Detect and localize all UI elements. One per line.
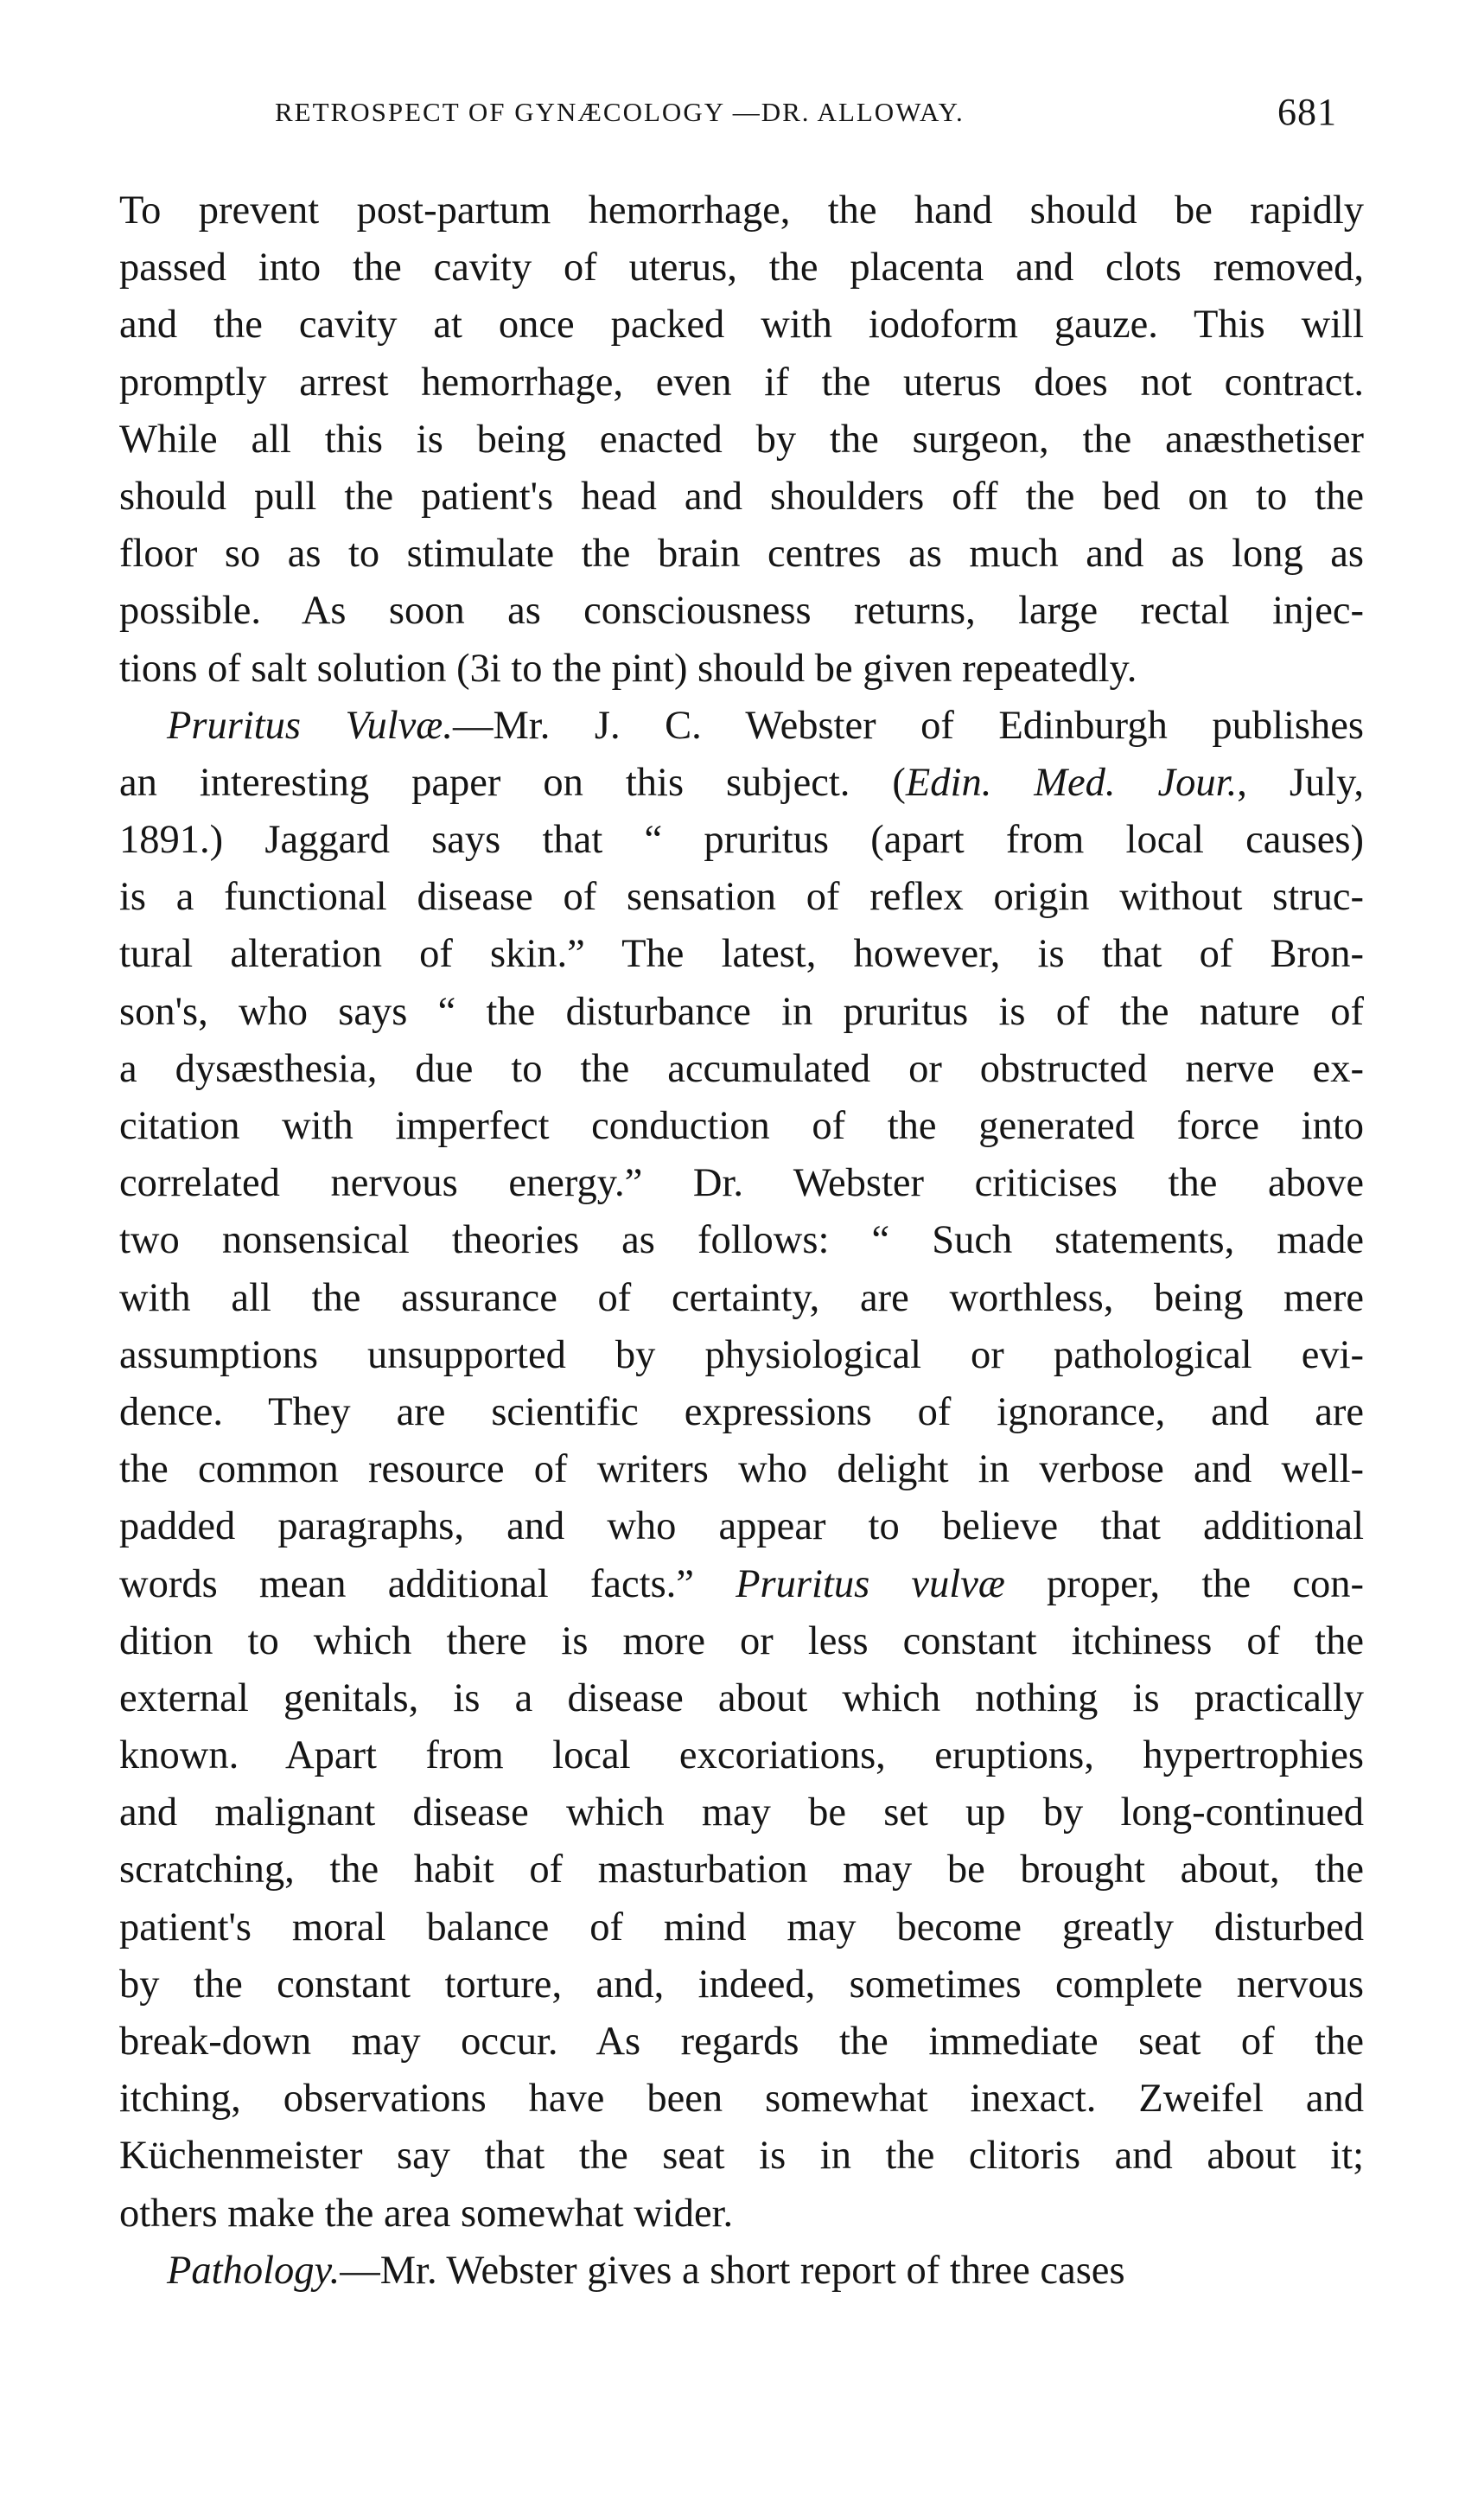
text-segment: and malignant disease which may be set up by long-continued [119,1790,1364,1835]
italic-text: Pathology. [167,2248,341,2293]
text-segment: passed into the cavity of uterus, the placenta and clots removed, [119,246,1364,290]
text-line [119,2013,1364,2071]
text-line [119,1613,1364,1670]
text-segment: known. Apart from local excoriations, eruptions, hypertrophies [119,1733,1364,1778]
text-line [119,2071,1364,2128]
text-line [119,984,1364,1041]
text-line [119,1670,1364,1727]
text-line [119,412,1364,469]
text-segment: tions of salt solution (3i to the pint) should be given repeatedly. [119,646,1137,691]
text-segment: correlated nervous energy.” Dr. Webster criticises the above [119,1161,1364,1206]
text-segment: —Mr. Webster gives a short report of three cases [340,2248,1125,2293]
text-line [119,182,1364,239]
text-segment: itching, observations have been somewhat inexact. Zweifel and [119,2077,1364,2122]
text-segment: scratching, the habit of masturbation may be brought about, the [119,1847,1364,1892]
italic-text: Pruritus Vulvæ. [167,703,453,748]
text-line [119,1384,1364,1441]
text-line [119,1498,1364,1555]
text-line [119,1556,1364,1613]
text-line [119,1041,1364,1098]
page-number: 681 [1277,91,1337,133]
text-segment: is a functional disease of sensation of reflex origin without struc- [119,875,1364,920]
text-line [119,1956,1364,2013]
text-line [119,1098,1364,1155]
text-segment: 1891.) Jaggard says that “ pruritus (apart from local causes) [119,818,1364,863]
text-line [119,1441,1364,1498]
text-segment: tural alteration of skin.” The latest, however, is that of Bron- [119,932,1364,977]
text-line [119,1212,1364,1269]
text-segment: citation with imperfect conduction of the generated force into [119,1104,1364,1148]
text-line [119,926,1364,983]
text-line [119,641,1364,698]
text-segment: two nonsensical theories as follows: “ Such statements, made [119,1218,1364,1263]
text-segment: break-down may occur. As regards the immediate seat of the [119,2020,1364,2064]
text-segment: son's, who says “ the disturbance in pruritus is of the nature of [119,989,1364,1034]
text-segment: proper, the con- [1004,1561,1365,1606]
text-line [119,1727,1364,1784]
text-line [119,2128,1364,2185]
text-line [119,526,1364,583]
text-segment: While all this is being enacted by the surgeon, the anæsthetiser [119,417,1364,462]
text-segment: floor so as to stimulate the brain centres as much and as long as [119,532,1364,577]
running-head: RETROSPECT OF GYNÆCOLOGY —DR. ALLOWAY. [275,97,965,127]
text-segment: with all the assurance of certainty, are worthless, being mere [119,1275,1364,1320]
italic-text: Edin. Med. Jour. [905,760,1238,805]
text-segment: promptly arrest hemorrhage, even if the uterus does not contract. [119,360,1364,405]
text-segment: To prevent post-partum hemorrhage, the hand should be rapidly [119,188,1364,233]
text-segment: words mean additional facts.” [119,1561,736,1606]
text-line [119,1784,1364,1841]
text-line [119,812,1364,869]
text-segment: patient's moral balance of mind may become greatly disturbed [119,1905,1364,1950]
text-segment: and the cavity at once packed with iodoform gauze. This will [119,303,1364,348]
text-line [119,755,1364,812]
text-segment: others make the area somewhat wider. [119,2191,734,2236]
body-text [119,182,1364,2300]
text-segment: a dysæsthesia, due to the accumulated or obstructed nerve ex- [119,1046,1364,1091]
text-segment: Küchenmeister say that the seat is in the clitoris and about it; [119,2134,1364,2179]
text-line [119,1841,1364,1899]
text-segment: padded paragraphs, and who appear to believe that additional [119,1504,1364,1549]
text-segment: possible. As soon as consciousness returns, large rectal injec- [119,589,1364,634]
text-segment: external genitals, is a disease about which nothing is practically [119,1675,1364,1720]
text-segment: the common resource of writers who delight in verbose and well- [119,1447,1364,1492]
text-segment: dence. They are scientific expressions of ignorance, and are [119,1389,1364,1434]
text-segment: , July, [1237,760,1364,805]
text-line [119,1155,1364,1212]
text-segment: by the constant torture, and, indeed, sometimes complete nervous [119,1962,1364,2007]
text-line [119,698,1364,755]
text-line [119,354,1364,412]
text-line [119,869,1364,926]
text-segment: —Mr. J. C. Webster of Edinburgh publishes [452,703,1364,748]
text-line [119,1270,1364,1327]
text-line [119,469,1364,526]
text-line [119,239,1364,297]
text-line [119,1327,1364,1384]
text-line [119,2243,1364,2300]
text-segment: an interesting paper on this subject. ( [119,760,906,805]
text-line [119,583,1364,640]
text-line [119,297,1364,354]
text-line [119,1899,1364,1956]
text-segment: should pull the patient's head and shoulders off the bed on to the [119,474,1364,519]
text-line [119,2186,1364,2243]
italic-text: Pruritus vulvæ [736,1561,1005,1606]
text-segment: dition to which there is more or less constant itchiness of the [119,1618,1364,1663]
text-segment: assumptions unsupported by physiological or pathological evi- [119,1332,1364,1377]
